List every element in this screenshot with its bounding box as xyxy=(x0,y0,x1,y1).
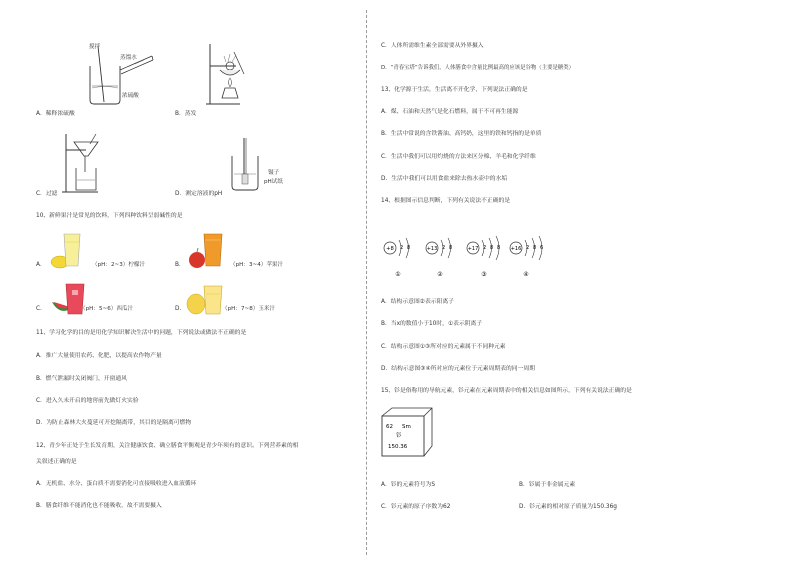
q14-option-b: B．当x的数值小于10时，①表示阴离子 xyxy=(381,321,483,327)
label-stir: 搅拌 xyxy=(89,44,101,50)
q15-option-c: C．钐元素的原子序数为62 xyxy=(381,504,451,510)
q13-option-c: C．生活中我们可以用灼烧的方法来区分棉、羊毛和化学纤维 xyxy=(381,154,536,160)
q12-option-b: B．膳食纤维不能消化也不能吸收，故不需要摄入 xyxy=(36,503,162,509)
atom-3-shell-3: 8 xyxy=(497,245,501,251)
atom-diagram-4 xyxy=(510,236,543,278)
atom-1-shell-2: 8 xyxy=(407,245,411,251)
q12-option-c: C．人体所需维生素全部需要从外界摄入 xyxy=(381,43,484,49)
label-water: 蒸馏水 xyxy=(120,55,137,61)
element-atomic-number: 62 xyxy=(386,424,393,430)
atom-diagram-3 xyxy=(467,236,500,278)
corn-juice-image xyxy=(186,282,226,316)
q14-stem: 14、根据图示信息判断，下列有关说法不正确的是 xyxy=(381,198,511,204)
atom-3-shell-2: 8 xyxy=(490,245,494,251)
atom-structure-diagrams xyxy=(378,232,558,284)
q13-option-d: D．生活中我们可以用食盐来除去热水壶中的水垢 xyxy=(381,176,508,182)
atom-4-shell-1: 2 xyxy=(526,245,530,251)
atom-2-shell-2: 8 xyxy=(449,245,453,251)
column-divider xyxy=(366,10,367,555)
figure-measure-ph xyxy=(226,136,266,192)
q11-option-a: A．推广大量使用农药、化肥，以提高农作物产量 xyxy=(36,353,162,359)
atom-1-nucleus: +8 xyxy=(386,246,394,252)
q15-option-a: A．钐的元素符号为S xyxy=(381,482,436,488)
q11-option-b: B．燃气泄漏时关闭阀门，开窗通风 xyxy=(36,376,127,382)
q13-stem: 13、化学源于生活，生活离不开化学，下列说法正确的是 xyxy=(381,87,528,93)
q10-b-letter: B． xyxy=(175,262,185,268)
q11-option-c: C．进入久未开启的地窖前先做灯火实验 xyxy=(36,398,139,404)
label-ph-paper: pH试纸 xyxy=(264,179,283,185)
q10-stem: 10、新鲜果汁是常见的饮料，下列四种饮料呈弱碱性的是 xyxy=(36,213,183,219)
q14-option-a: A．结构示意图②表示阳离子 xyxy=(381,299,454,305)
atom-2-label: ② xyxy=(437,271,443,278)
apple-juice-image xyxy=(188,230,226,270)
atom-4-shell-3: 6 xyxy=(540,245,544,251)
q15-option-d: D．钐元素的相对原子质量为150.36g xyxy=(519,504,617,510)
atom-4-nucleus: +16 xyxy=(510,246,522,252)
q13-option-a: A．煤、石油和天然气是化石燃料，属于不可再生能源 xyxy=(381,109,519,115)
q13-option-b: B．生活中常说的含铁酱油、高钙奶，这里的铁和钙指的是单质 xyxy=(381,131,542,137)
lemon-juice-image xyxy=(50,230,86,270)
q14-option-d: D．结构示意图③④所对应的元素位于元素周期表的同一周期 xyxy=(381,366,535,372)
atom-2-shell-1: 2 xyxy=(442,245,446,251)
q12-option-a: A．无机盐、水分、蛋白质不需要消化可直接吸收进入血液循环 xyxy=(36,481,197,487)
q10-c-letter: C． xyxy=(36,306,46,312)
q14-option-c: C．结构示意图①③所对应的元素属于不同种元素 xyxy=(381,344,506,350)
q10-c-text: （pH：5~6）西瓜汁 xyxy=(80,306,134,312)
q15-option-b: B．钐属于非金属元素 xyxy=(519,482,576,488)
exp-option-b: B．蒸发 xyxy=(175,111,197,117)
q12-stem-line2: 关叙述正确的是 xyxy=(36,459,77,465)
figure-evaporation xyxy=(200,40,260,108)
q10-d-letter: D． xyxy=(175,306,186,312)
atom-3-shell-1: 2 xyxy=(483,245,487,251)
q10-d-text: （pH：7~8）玉米汁 xyxy=(222,306,276,312)
atom-diagram-1 xyxy=(384,238,410,278)
element-symbol: Sm xyxy=(402,424,411,430)
q10-a-letter: A． xyxy=(36,262,46,268)
q12-stem-line1: 12、青少年正处于生长发育期，关注健康饮食、确立膳食平衡观是青少年须有的意识。下列营养素的相 xyxy=(36,443,299,449)
atom-3-nucleus: +17 xyxy=(467,246,479,252)
atom-4-label: ④ xyxy=(523,271,529,278)
q10-b-text: （pH：3~4）苹果汁 xyxy=(230,262,284,268)
element-name: 钐 xyxy=(396,433,402,439)
atom-1-label: ① xyxy=(395,271,401,278)
atom-3-label: ③ xyxy=(481,271,487,278)
label-tweezers: 镊子 xyxy=(268,170,280,176)
q11-option-d: D．为防止森林大火蔓延可开挖隔离带，其目的是隔离可燃物 xyxy=(36,420,192,426)
atom-diagram-2 xyxy=(426,238,452,278)
element-cell-samarium xyxy=(380,406,436,462)
atom-1-shell-1: 2 xyxy=(400,245,404,251)
q12-option-d: D．“青春宝塔”告诉我们，人体膳食中含量比例最高的应该是谷物（主要是糖类） xyxy=(381,65,575,71)
exp-option-a: A．稀释浓硫酸 xyxy=(36,111,75,117)
figure-filtration xyxy=(58,132,116,196)
atom-4-shell-2: 8 xyxy=(533,245,537,251)
figure-dilute-acid xyxy=(80,44,160,106)
q11-stem: 11、学习化学的目的是用化学知识解决生活中的问题，下列说法或做法不正确的是 xyxy=(36,330,247,336)
q15-stem: 15、钐是俗称用的导航元素，钐元素在元素周期表中的相关信息如图所示，下列有关说法正确的是 xyxy=(381,388,632,394)
element-atomic-mass: 150.36 xyxy=(388,444,408,450)
q10-a-text: （pH：2~3）柠檬汁 xyxy=(92,262,146,268)
exp-option-c: C．过滤 xyxy=(36,191,58,197)
exp-option-d: D．测定溶液的pH xyxy=(175,191,223,197)
label-acid: 浓硫酸 xyxy=(122,93,139,99)
atom-2-nucleus: +13 xyxy=(426,246,438,252)
